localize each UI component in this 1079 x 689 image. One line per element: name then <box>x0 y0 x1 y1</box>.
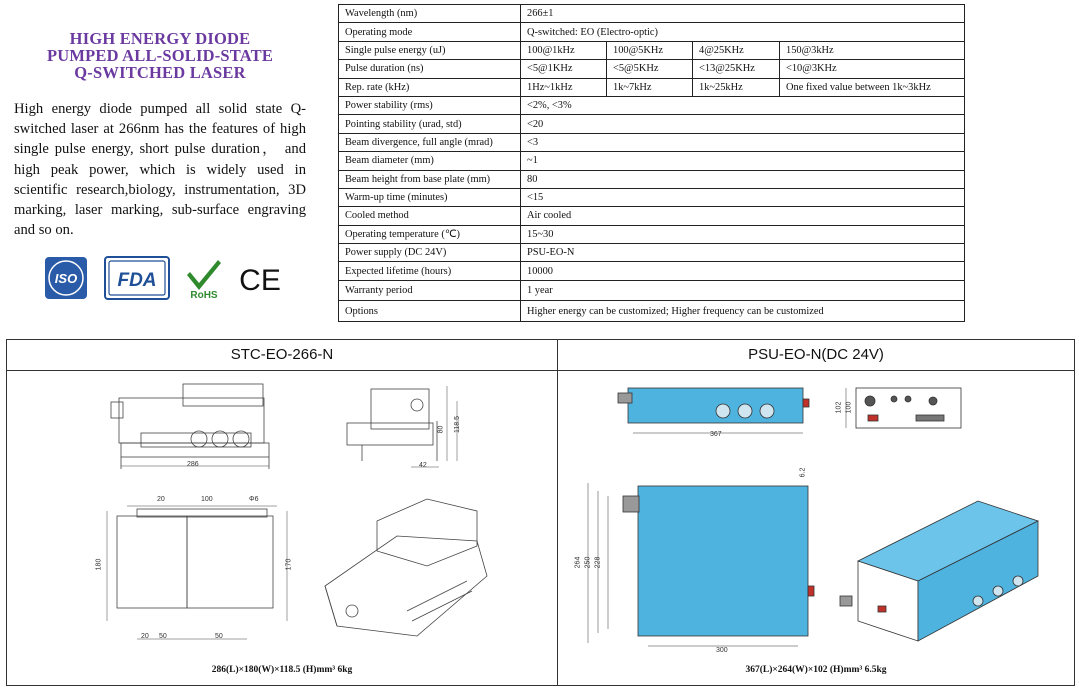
drawings-panel <box>6 339 1075 686</box>
param-value: 80 <box>521 170 965 188</box>
psu-dimension-footer: 367(L)×264(W)×102 (H)mm³ 6.5kg <box>745 665 887 675</box>
param-value: <3 <box>521 133 965 151</box>
title-line-2: PUMPED ALL-SOLID-STATE <box>46 46 274 65</box>
psu-dimension-labels <box>558 371 1074 663</box>
param-value: 100@1kHz <box>521 41 607 59</box>
param-label: Single pulse energy (uJ) <box>339 41 521 59</box>
param-value: 15~30 <box>521 225 965 243</box>
param-label: Rep. rate (kHz) <box>339 78 521 96</box>
param-value: 1Hz~1kHz <box>521 78 607 96</box>
dim-top-b: 100 <box>201 496 213 503</box>
dim-bottom-c: 50 <box>215 633 223 640</box>
fda-icon <box>104 256 170 300</box>
fda-label: FDA <box>117 270 157 291</box>
param-value: 1k~7kHz <box>607 78 693 96</box>
param-value: ~1 <box>521 152 965 170</box>
param-label: Beam diameter (mm) <box>339 152 521 170</box>
iso-icon <box>44 256 88 300</box>
dim-width: 180 <box>95 558 103 571</box>
title-line-3: Q-SWITCHED LASER <box>74 63 246 82</box>
param-label: Warm-up time (minutes) <box>339 188 521 206</box>
table-row <box>339 5 965 23</box>
title-line-1: HIGH ENERGY DIODE <box>69 29 251 48</box>
param-value: Air cooled <box>521 207 965 225</box>
param-value: One fixed value between 1k~3kHz <box>780 78 965 96</box>
param-label: Power supply (DC 24V) <box>339 244 521 262</box>
table-row <box>339 78 965 96</box>
param-label: Warranty period <box>339 280 521 301</box>
param-value: Higher energy can be customized; Higher frequency can be customized <box>521 301 965 322</box>
param-value: <2%, <3% <box>521 96 965 114</box>
param-label: Beam divergence, full angle (mrad) <box>339 133 521 151</box>
rohs-label: RoHS <box>190 290 218 300</box>
table-row <box>339 207 965 225</box>
dim-length: 286 <box>187 461 199 468</box>
table-row <box>339 96 965 114</box>
param-value: 10000 <box>521 262 965 280</box>
table-row <box>339 280 965 301</box>
spec-table <box>338 4 965 322</box>
table-row <box>339 170 965 188</box>
param-value: 100@5KHz <box>607 41 693 59</box>
param-label: Pointing stability (urad, std) <box>339 115 521 133</box>
table-row <box>339 244 965 262</box>
param-value: <10@3KHz <box>780 60 965 78</box>
table-row <box>339 23 965 41</box>
param-label: Beam height from base plate (mm) <box>339 170 521 188</box>
table-row <box>339 115 965 133</box>
param-label: Pulse duration (ns) <box>339 60 521 78</box>
param-value: <5@1KHz <box>521 60 607 78</box>
table-row <box>339 60 965 78</box>
dim-psu-228: 228 <box>594 556 602 569</box>
dim-top-a: 20 <box>157 496 165 503</box>
param-value: <15 <box>521 188 965 206</box>
dim-psu-300: 300 <box>716 647 728 654</box>
rohs-icon <box>184 256 224 300</box>
ce-label: CE <box>239 264 281 297</box>
param-value: <5@5KHz <box>607 60 693 78</box>
param-value: 1k~25kHz <box>693 78 780 96</box>
table-row <box>339 225 965 243</box>
dim-bottom-b: 50 <box>159 633 167 640</box>
param-label: Cooled method <box>339 207 521 225</box>
param-value: 150@3kHz <box>780 41 965 59</box>
table-row <box>339 188 965 206</box>
dim-psu-offset: 6.2 <box>799 467 807 478</box>
table-row <box>339 301 965 322</box>
table-row <box>339 152 965 170</box>
param-label: Power stability (rms) <box>339 96 521 114</box>
product-description: High energy diode pumped all solid state Q-switched laser at 266nm has the features of high single pulse energy, short pulse duration， and high peak power, which is widely used in scientific research,biology, instrumentation, 3D marking, laser marking, sub-surface engraving and so on. <box>14 101 306 239</box>
laser-model-title: STC-EO-266-N <box>230 346 334 363</box>
param-label: Wavelength (nm) <box>339 5 521 23</box>
param-label: Expected lifetime (hours) <box>339 262 521 280</box>
param-value: 266±1 <box>521 5 965 23</box>
param-label: Operating temperature (℃) <box>339 225 521 243</box>
dim-side-width: 42 <box>419 462 427 469</box>
dim-right-height: 170 <box>285 558 293 571</box>
table-row <box>339 133 965 151</box>
param-label: Operating mode <box>339 23 521 41</box>
dim-height: 118.5 <box>454 416 461 433</box>
psu-model-title: PSU-EO-N(DC 24V) <box>748 346 884 363</box>
dim-bottom-a: 20 <box>141 633 149 640</box>
laser-dimension-footer: 286(L)×180(W)×118.5 (H)mm³ 6kg <box>211 665 353 675</box>
iso-label: ISO <box>54 271 78 286</box>
ce-icon <box>236 256 284 300</box>
dim-beam-height: 80 <box>437 425 445 434</box>
param-value: <20 <box>521 115 965 133</box>
dim-psu-length: 367 <box>710 431 722 438</box>
dim-psu-250: 250 <box>584 556 592 569</box>
certification-logos <box>44 256 294 300</box>
dim-psu-264: 264 <box>574 556 582 569</box>
param-value: 4@25KHz <box>693 41 780 59</box>
table-row <box>339 41 965 59</box>
param-label: Options <box>339 301 521 322</box>
param-value: Q-switched: EO (Electro-optic) <box>521 23 965 41</box>
param-value: 1 year <box>521 280 965 301</box>
dim-psu-front-height: 100 <box>845 401 853 414</box>
laser-dimension-labels <box>7 371 557 663</box>
intro-section <box>14 30 306 240</box>
param-value: PSU-EO-N <box>521 244 965 262</box>
product-title <box>14 30 306 81</box>
param-value: <13@25KHz <box>693 60 780 78</box>
dim-psu-height: 102 <box>835 401 843 414</box>
table-row <box>339 262 965 280</box>
dim-hole: Φ6 <box>249 496 259 503</box>
